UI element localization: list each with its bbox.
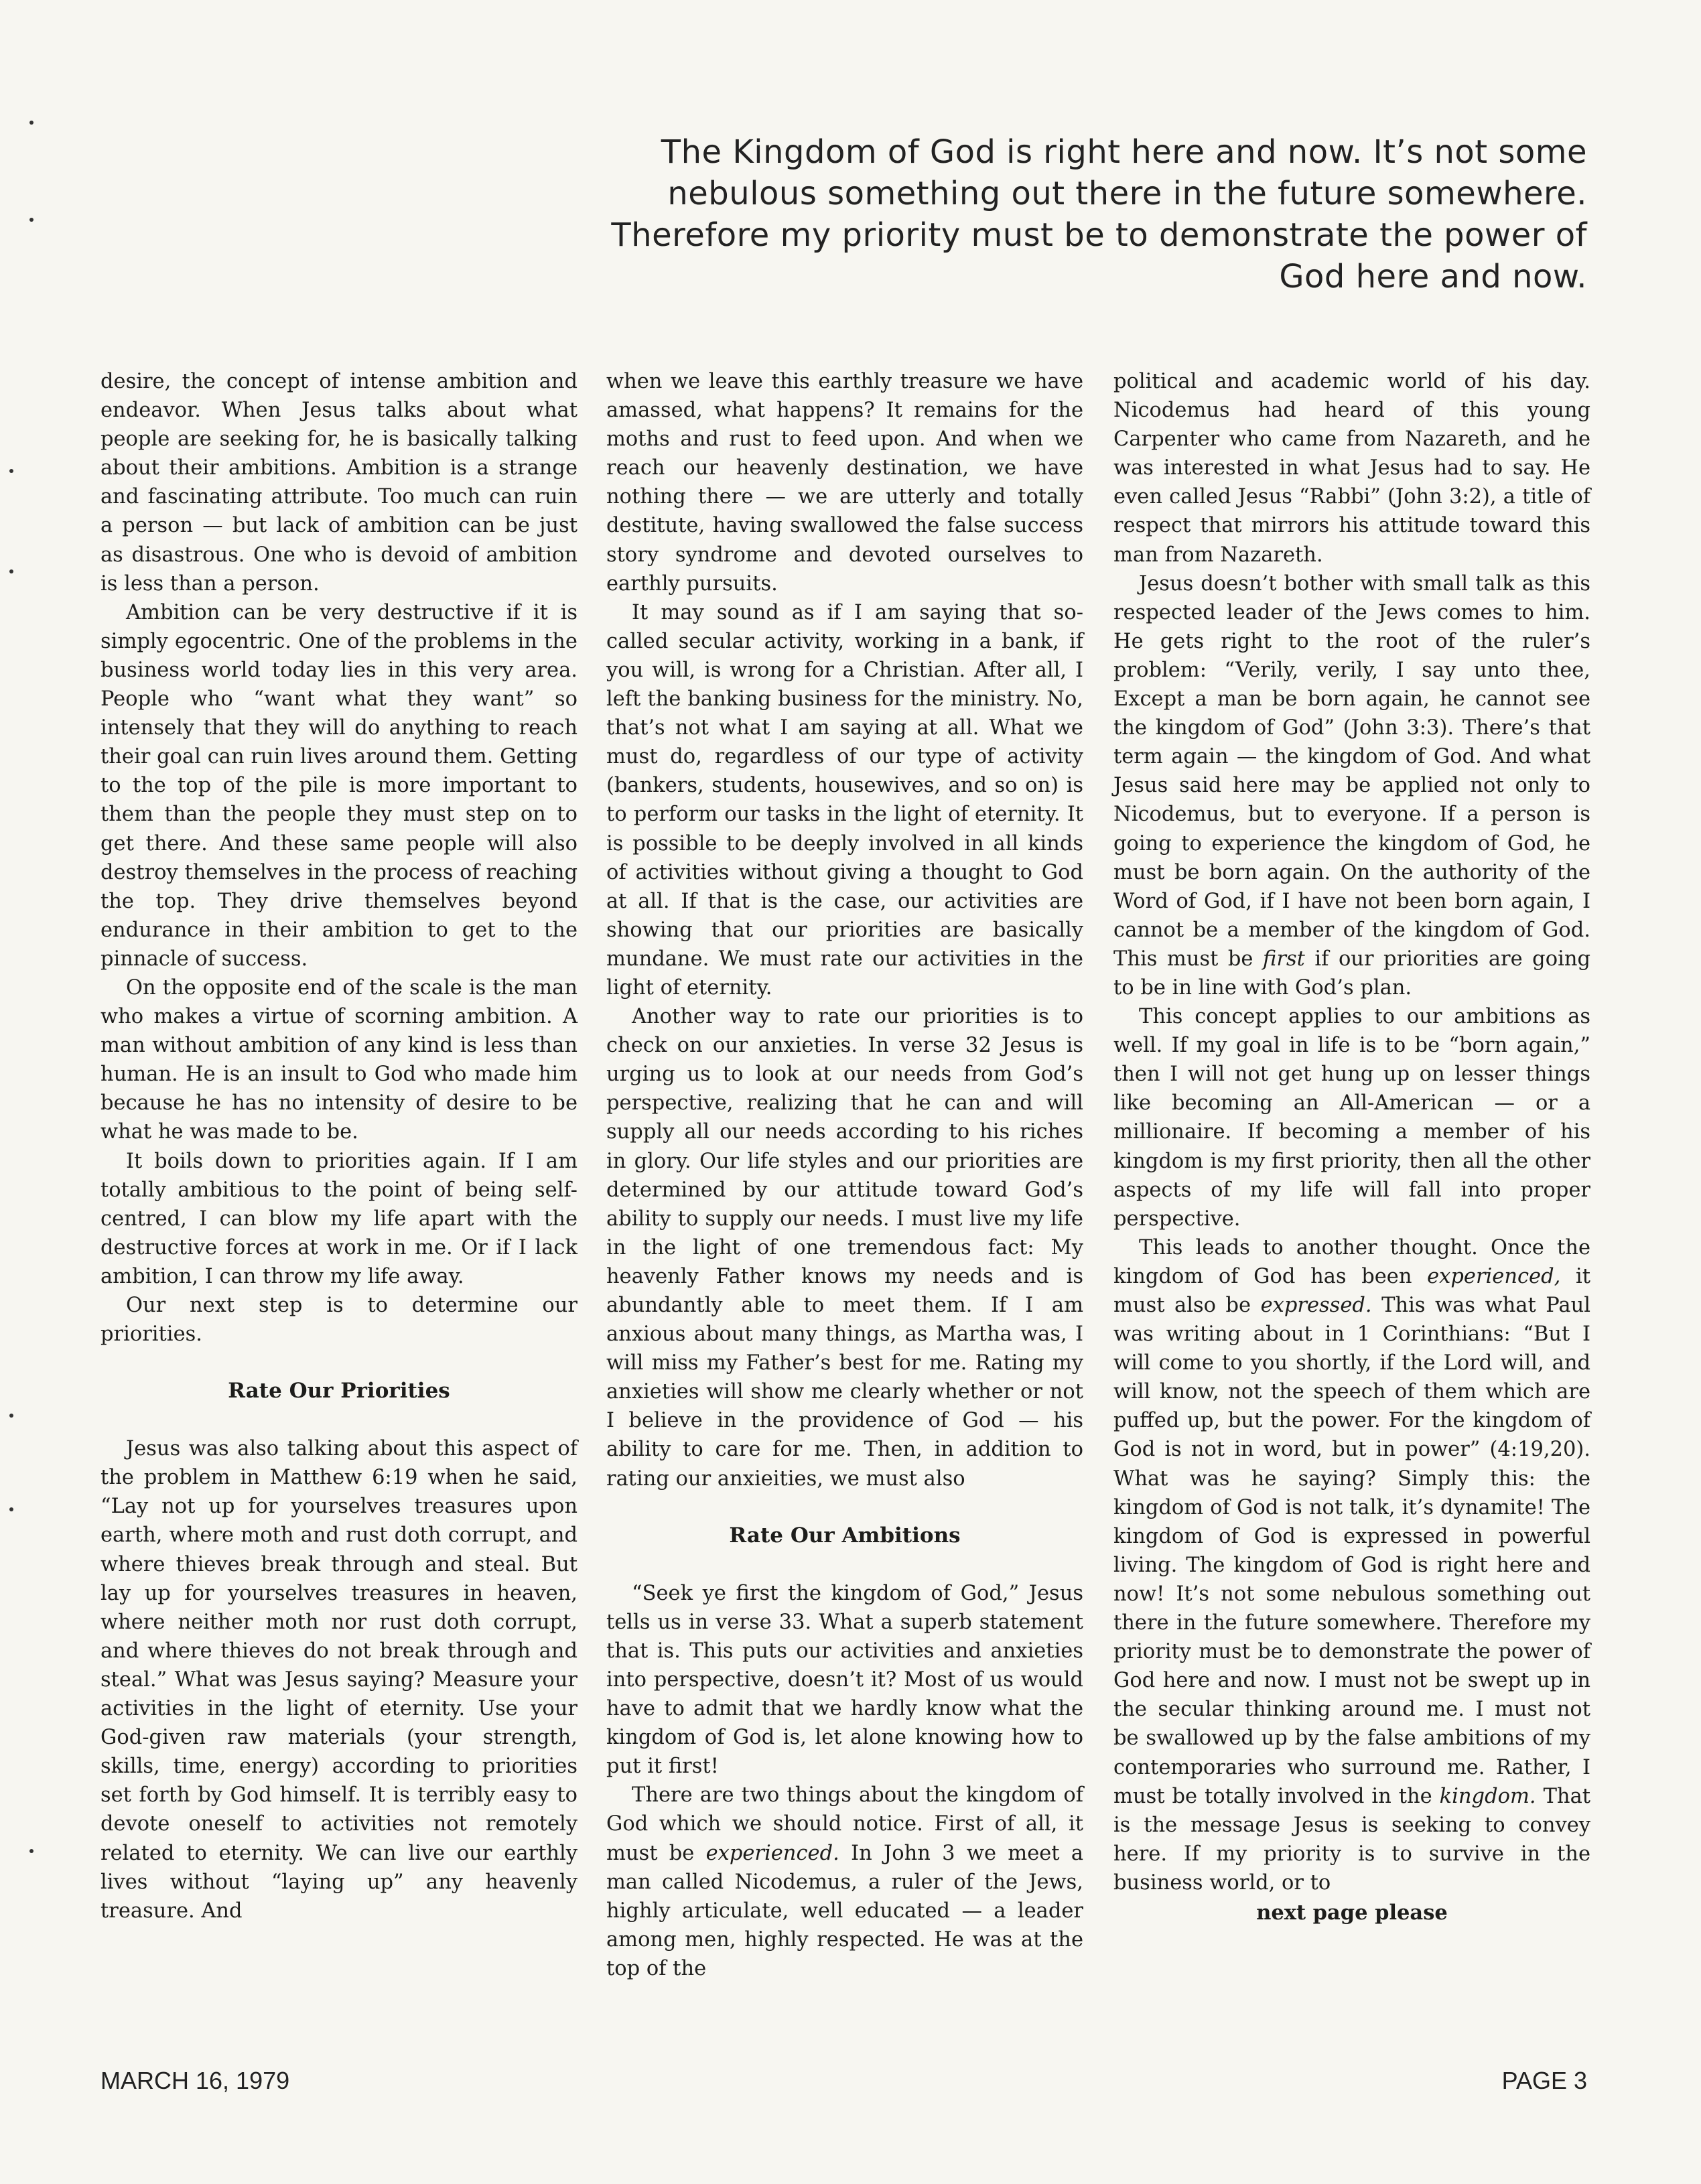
text-run: This was what Paul was writing about in 1 Corinthians: “But I will come to you shortly, if the Lord will, and will know, not the speech of them which are puffed up, but the power. For the kingdom of God is not in word, but in power” (4:19,20). What was he saying? Simply this: the kingdom of God is not talk, it’s dynamite! The kingdom of God is expressed in powerful living. The kingdom of God is right here and now! It’s not some nebulous something out there in the future somewhere. Therefore my priority must be to demonstrate the power of God here and now. I must not be swept up in the secular thinking around me. I must not be swallowed up by the false ambitions of my contemporaries who surround me. Rather, I must be totally involved in the xyxy=(1113,1294,1590,1808)
footer-page-number: PAGE 3 xyxy=(1501,2067,1587,2094)
margin-dot xyxy=(29,121,33,125)
margin-dot xyxy=(29,218,33,222)
paragraph: It may sound as if I am saying that so-called secular activity, working in a bank, if you will, is wrong for a Christian. After all, I left the banking business for the ministry. No, that’s not what I am saying at all. What we must do, regardless of our type of activity (bankers, students, housewives, and so on) is to perform our tasks in the light of eternity. It is possible to be deeply involved in all kinds of activities without giving a thought to God at all. If that is the case, our activities are showing that our priorities are basically mundane. We must rate our activities in the light of eternity. xyxy=(606,600,1083,1000)
text-run: if our priorities are going to be in line with God’s plan. xyxy=(1113,947,1590,1000)
paragraph xyxy=(606,1781,1083,1983)
footer-date: MARCH 16, 1979 xyxy=(100,2067,290,2094)
paragraph: Jesus was also talking about this aspect of the problem in Matthew 6:19 when he said, “Lay not up for yourselves treasures upon earth, where moth and rust doth corrupt, and where thieves break through and steal. But lay up for yourselves treasures in heaven, where neither moth nor rust doth corrupt, and where thieves do not break through and steal.” What was Jesus saying? Measure your activities in the light of eternity. Use your God-given raw materials (your strength, skills, time, energy) according to priorities set forth by God himself. It is terribly easy to devote oneself to activities not remotely related to eternity. We can live our earthly lives without “laying up” any heavenly treasure. And xyxy=(100,1437,577,1923)
margin-dot xyxy=(9,1507,13,1511)
emphasis: kingdom. xyxy=(1439,1784,1536,1808)
text-run: In John 3 we meet a man called Nicodemus, a ruler of the Jews, highly articulate, well educated — a leader among men, highly respected. He was at the top of the xyxy=(606,1841,1084,1980)
paragraph: This concept applies to our ambitions as well. If my goal in life is to be “born again,” then I will not get hung up on lesser things like becoming an All-American — or a millionaire. If becoming a member of his kingdom is my first priority, then all the other aspects of my life will fall into proper perspective. xyxy=(1113,1005,1590,1231)
text-run: There are two things about the kingdom of God which we should notice. First of all, it must be xyxy=(606,1783,1083,1865)
paragraph xyxy=(1113,1233,1590,1897)
emphasis: expressed. xyxy=(1260,1294,1372,1317)
text-run: it must also be xyxy=(1113,1264,1590,1317)
paragraph: when we leave this earthly treasure we have amassed, what happens? It remains for the moths and rust to feed upon. And when we reach our heavenly destination, we have nothing there — we are utterly and totally destitute, having swallowed the false success story syndrome and devoted ourselves to earthly pursuits. xyxy=(606,370,1083,596)
section-heading: Rate Our Ambitions xyxy=(729,1523,961,1548)
column-2 xyxy=(606,367,1083,1983)
paragraph: Another way to rate our priorities is to check on our anxieties. In verse 32 Jesus is urging us to look at our needs from God’s perspective, realizing that he can and will supply all our needs according to his riches in glory. Our life styles and our priorities are determined by our attitude toward God’s ability to supply our needs. I must live my life in the light of one tremendous fact: My heavenly Father knows my needs and is abundantly able to meet them. If I am anxious about many things, as Martha was, I will miss my Father’s best for me. Rating my anxieties will show me clearly whether or not I believe in the providence of God — his ability to care for me. Then, in addition to rating our anxieities, we must also xyxy=(606,1005,1083,1491)
margin-dot xyxy=(9,1414,13,1418)
paragraph: On the opposite end of the scale is the man who makes a virtue of scorning ambition. A man without ambition of any kind is less than human. He is an insult to God who made him because he has no intensity of desire to be what he was made to be. xyxy=(100,975,577,1144)
section-heading: Rate Our Priorities xyxy=(228,1379,450,1404)
column-1 xyxy=(100,367,577,1925)
emphasis: first xyxy=(1263,947,1305,971)
paragraph: political and academic world of his day. Nicodemus had heard of this young Carpenter who came from Nazareth, and he was interested in what Jesus had to say. He even called Jesus “Rabbi” (John 3:2), a title of respect that mirrors his attitude toward this man from Nazareth. xyxy=(1113,370,1590,567)
paragraph: It boils down to priorities again. If I am totally ambitious to the point of being self-centred, I can blow my life apart with the destructive forces at work in me. Or if I lack ambition, I can throw my life away. xyxy=(100,1149,577,1288)
margin-dot xyxy=(29,1849,33,1853)
text-run: This leads to another thought. Once the kingdom of God has been xyxy=(1113,1235,1590,1288)
text-run: That is the message Jesus is seeking to convey here. If my priority is to survive in the business world, or to xyxy=(1113,1784,1591,1895)
pull-quote: The Kingdom of God is right here and now. It’s not some nebulous something out there in the future somewhere. Therefore my priority must be to demonstrate the power of God here and now. xyxy=(611,133,1587,295)
margin-dot xyxy=(9,469,13,473)
column-3 xyxy=(1113,367,1590,1927)
paragraph xyxy=(1113,569,1590,1002)
paragraph: Our next step is to determine our priorities. xyxy=(100,1294,577,1347)
text-run: Jesus doesn’t bother with small talk as this respected leader of the Jews comes to him. He gets right to the root of the ruler’s problem: “Verily, verily, I say unto thee, Except a man be born again, he cannot see the kingdom of God” (John 3:3). There’s that term again — the kingdom of God. And what Jesus said here may be applied not only to Nicodemus, but to everyone. If a person is going to experience the kingdom of God, he must be born again. On the authority of the Word of God, if I have not been born again, I cannot be a member of the kingdom of God. This must be xyxy=(1113,571,1590,971)
margin-dot xyxy=(9,569,13,573)
paragraph: Ambition can be very destructive if it is simply egocentric. One of the problems in the business world today lies in this very area. People who “want what they want” so intensely that they will do anything to reach their goal can ruin lives around them. Getting to the top of the pile is more important to them than the people they must step on to get there. And these same people will also destroy themselves in the process of reaching the top. They drive themselves beyond endurance in their ambition to get to the pinnacle of success. xyxy=(100,600,577,971)
paragraph: desire, the concept of intense ambition and endeavor. When Jesus talks about what people are seeking for, he is basically talking about their ambitions. Ambition is a strange and fascinating attribute. Too much can ruin a person — but lack of ambition can be just as disastrous. One who is devoid of ambition is less than a person. xyxy=(100,370,577,596)
emphasis: experienced. xyxy=(705,1841,839,1865)
continuation-note: next page please xyxy=(1256,1900,1448,1925)
emphasis: experienced, xyxy=(1427,1264,1561,1288)
paragraph: “Seek ye first the kingdom of God,” Jesus tells us in verse 33. What a superb statement that is. This puts our activities and anxieties into perspective, doesn’t it? Most of us would have to admit that we hardly know what the kingdom of God is, let alone knowing how to put it first! xyxy=(606,1581,1083,1779)
